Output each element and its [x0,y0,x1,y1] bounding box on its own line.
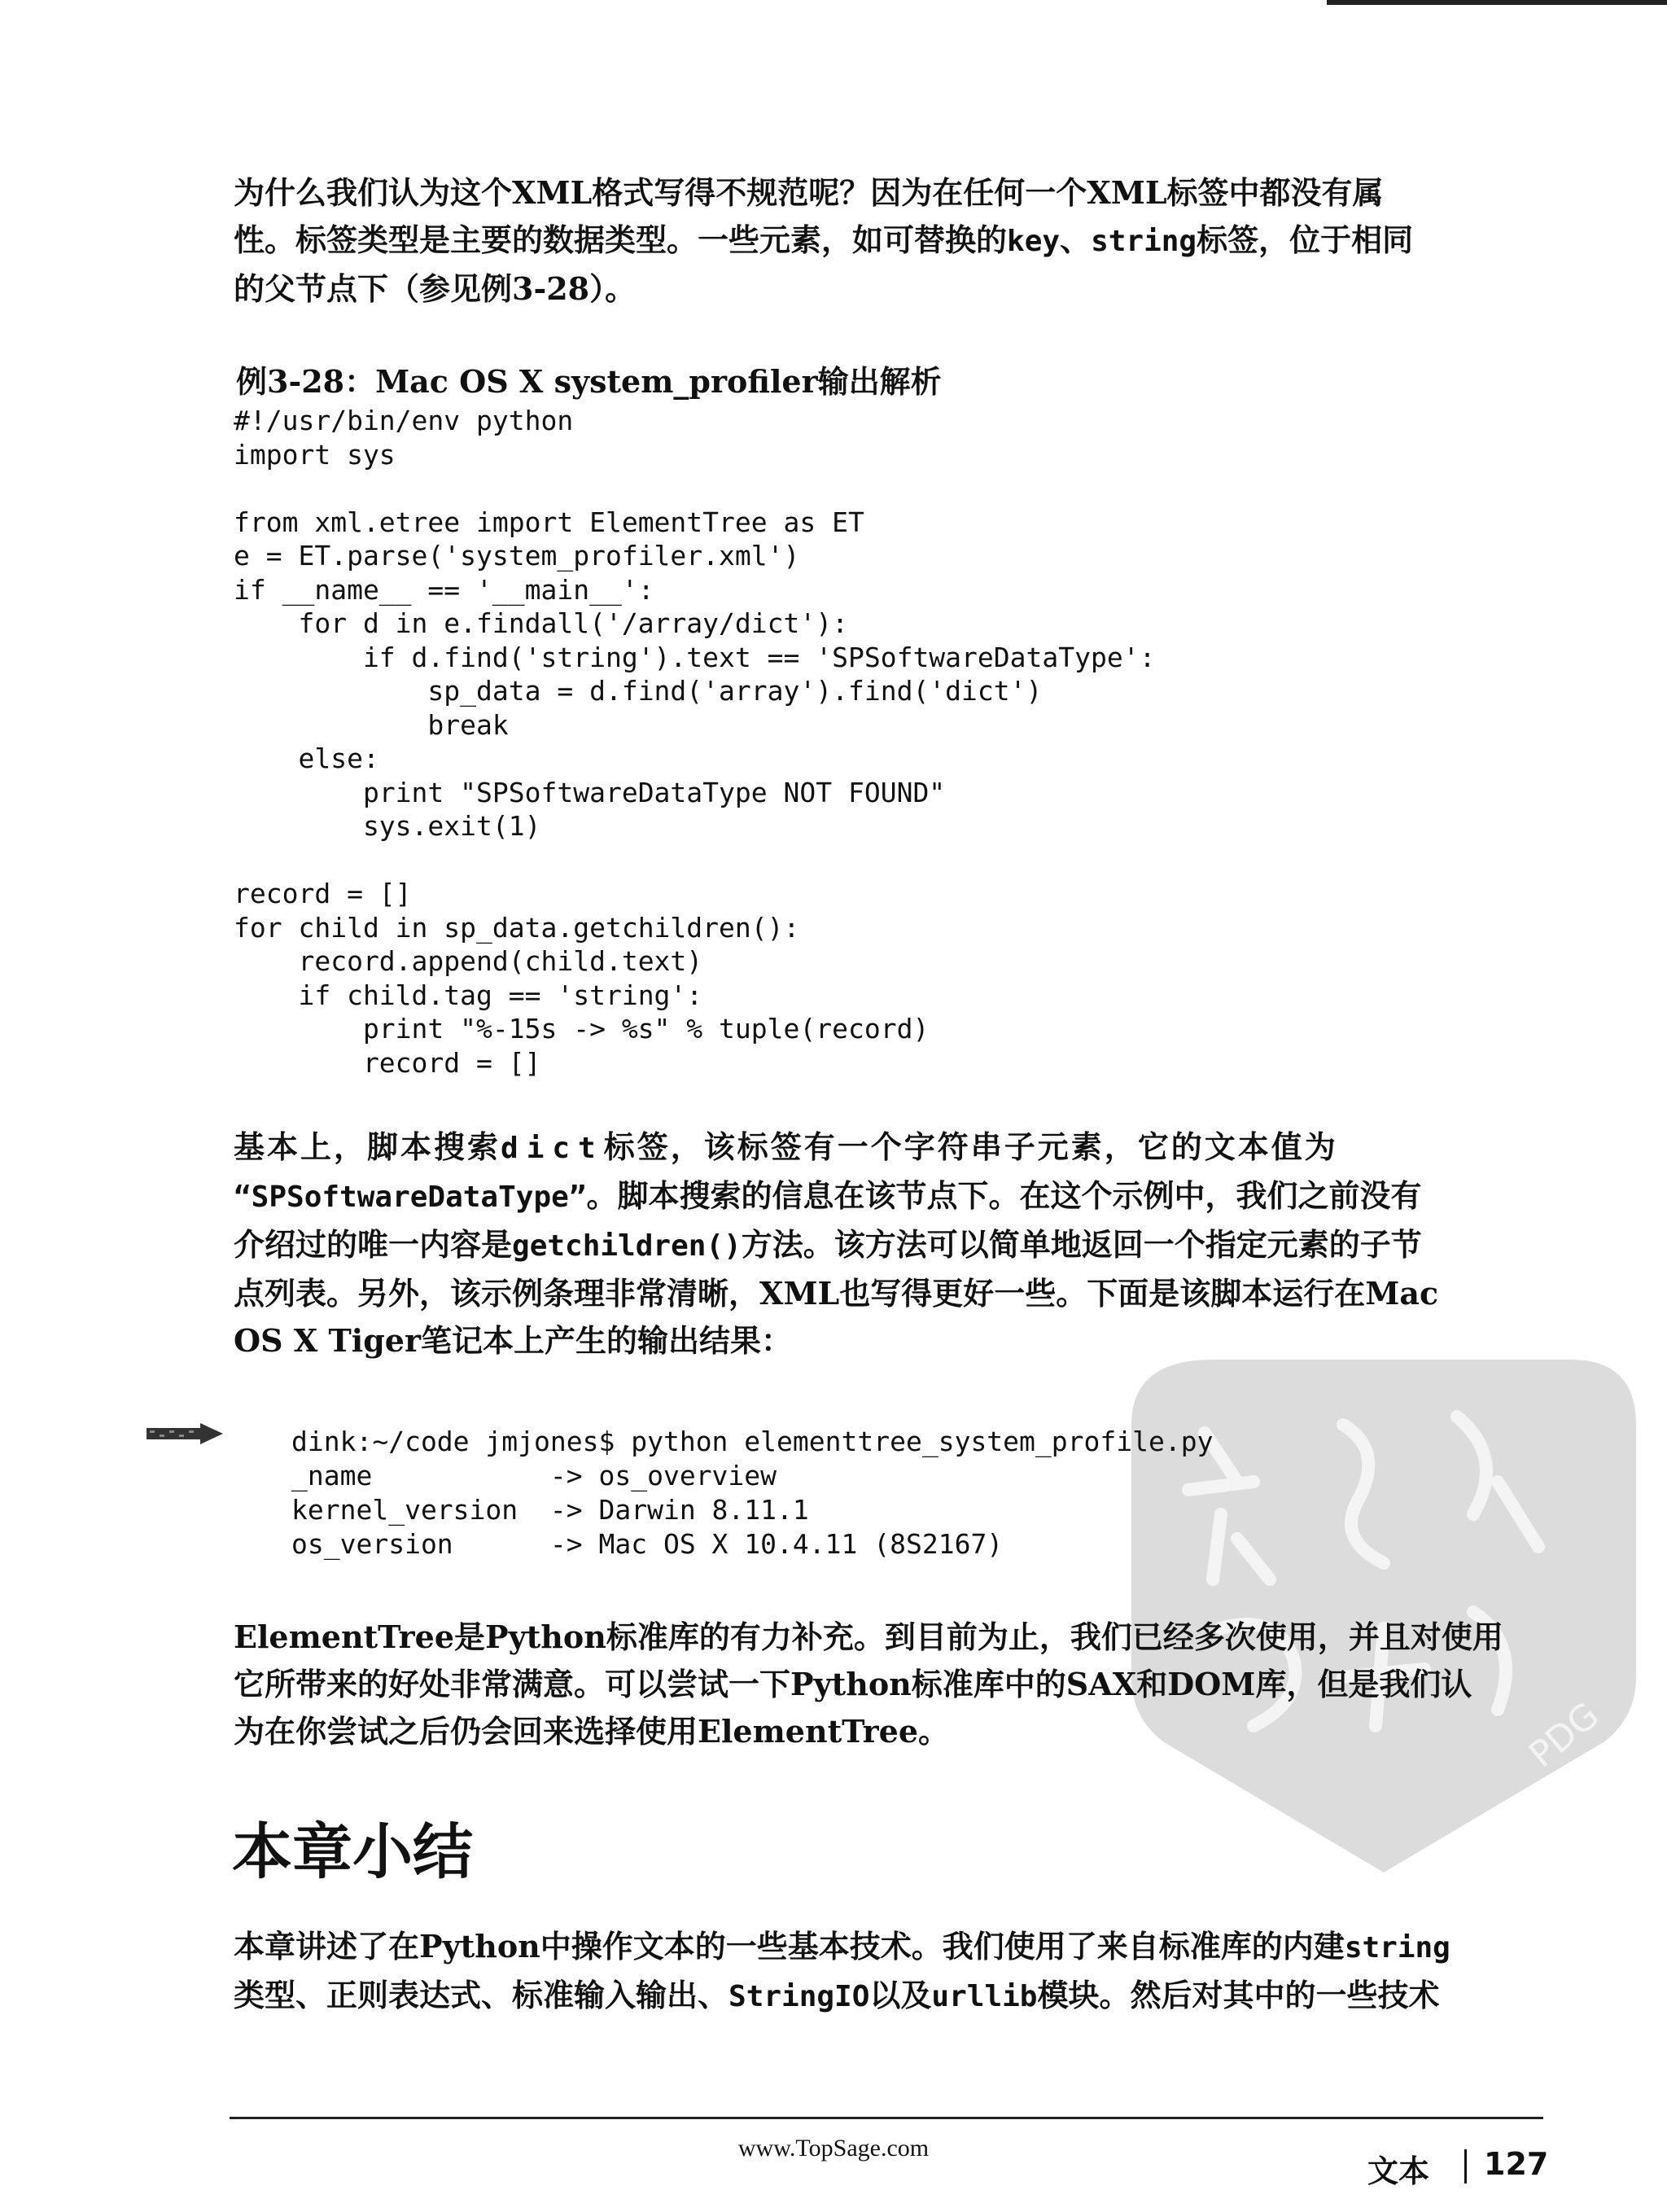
footer-section-name: 文本 [1367,2153,1430,2189]
explanation-line-1: 基本上，脚本搜索dict标签，该标签有一个字符串子元素，它的文本值为 [234,1128,1338,1165]
summary-line-2: 类型、正则表达式、标准输入输出、StringIO以及urllib模块。然后对其中的一些技术 [234,1977,1440,2013]
inline-code-dict: dict [501,1132,604,1165]
code-listing [234,404,1155,1080]
code-line: for d in e.findall('/array/dict'): [234,607,848,639]
intro-line-3: 的父节点下（参见例3-28）。 [234,270,637,307]
code-line [234,843,1155,878]
code-line: #!/usr/bin/env python [234,405,574,436]
inline-code-string: string [1091,225,1197,258]
explanation-line-2: “SPSoftwareDataType”。脚本搜索的信息在该节点下。在这个示例中，我们之前没有 [234,1177,1422,1214]
example-caption: 例3-28：Mac OS X system_profiler输出解析 [236,363,942,400]
code-line: else: [234,742,379,774]
closing-line-3: 为在你尝试之后仍会回来选择使用ElementTree。 [234,1713,950,1750]
intro-line-1: 为什么我们认为这个XML格式写得不规范呢？因为在任何一个XML标签中都没有属 [234,174,1384,211]
output-line: os_version -> Mac OS X 10.4.11 (8S2167) [291,1528,1004,1560]
code-line: sys.exit(1) [234,810,541,842]
inline-code-stringio: StringIO [728,1980,870,2013]
code-line: record.append(child.text) [234,945,703,977]
code-line: print "SPSoftwareDataType NOT FOUND" [234,776,946,808]
code-line: if __name__ == '__main__': [234,573,654,606]
watermark-seal [1115,1335,1652,1889]
code-line: from xml.etree import ElementTree as ET [234,506,864,538]
code-line: record = [] [234,878,412,909]
intro-paragraph [234,169,1544,313]
footer-rule [230,2117,1543,2119]
output-listing [291,1425,1213,1562]
explanation-line-4: 点列表。另外，该示例条理非常清晰，XML也写得更好一些。下面是该脚本运行在Mac [234,1275,1439,1312]
explanation-line-3: 介绍过的唯一内容是getchildren()方法。该方法可以简单地返回一个指定元素的子节 [234,1226,1422,1263]
code-line: print "%-15s -> %s" % tuple(record) [234,1013,930,1045]
explanation-paragraph [234,1124,1544,1364]
code-line [234,471,1155,506]
code-line: record = [] [234,1046,541,1079]
intro-line-2: 性。标签类型是主要的数据类型。一些元素，如可替换的key、string标签，位于相同 [234,221,1414,258]
explanation-line-5: OS X Tiger笔记本上产生的输出结果： [234,1322,792,1359]
code-line: if d.find('string').text == 'SPSoftwareDataType': [234,641,1156,673]
code-line: break [234,708,509,741]
code-line: import sys [234,438,396,471]
inline-code-urllib: urllib [931,1980,1038,2013]
summary-paragraph [234,1923,1544,2021]
code-line: e = ET.parse('system_profiler.xml') [234,540,800,572]
closing-paragraph [234,1614,1544,1755]
footer-separator [1464,2149,1467,2184]
output-line: dink:~/code jmjones$ python elementtree_system_profile.py [291,1426,1214,1457]
output-line: kernel_version -> Darwin 8.11.1 [291,1494,809,1526]
summary-line-1: 本章讲述了在Python中操作文本的一些基本技术。我们使用了来自标准库的内建string [234,1928,1450,1965]
output-arrow-icon [147,1423,223,1444]
footer-url: www.TopSage.com [737,2135,930,2162]
watermark-text: PDG [1520,1694,1608,1776]
code-line: if child.tag == 'string': [234,979,703,1011]
code-line: for child in sp_data.getchildren(): [234,911,800,944]
footer-page-number: 127 [1484,2146,1549,2182]
output-line: _name -> os_overview [291,1460,777,1491]
inline-code-spsoftware: “SPSoftwareDataType” [234,1180,587,1214]
top-edge-rule [1327,0,1667,5]
closing-line-1: ElementTree是Python标准库的有力补充。到目前为止，我们已经多次使用，并且对使用 [234,1618,1503,1655]
closing-line-2: 它所带来的好处非常满意。可以尝试一下Python标准库中的SAX和DOM库，但是我们认 [234,1666,1472,1702]
inline-code-key: key [1007,225,1061,258]
inline-code-getchildren: getchildren() [512,1229,742,1263]
code-line: sp_data = d.find('array').find('dict') [234,675,1043,707]
inline-code-string-type: string [1344,1931,1450,1965]
section-title: 本章小结 [232,1817,473,1887]
